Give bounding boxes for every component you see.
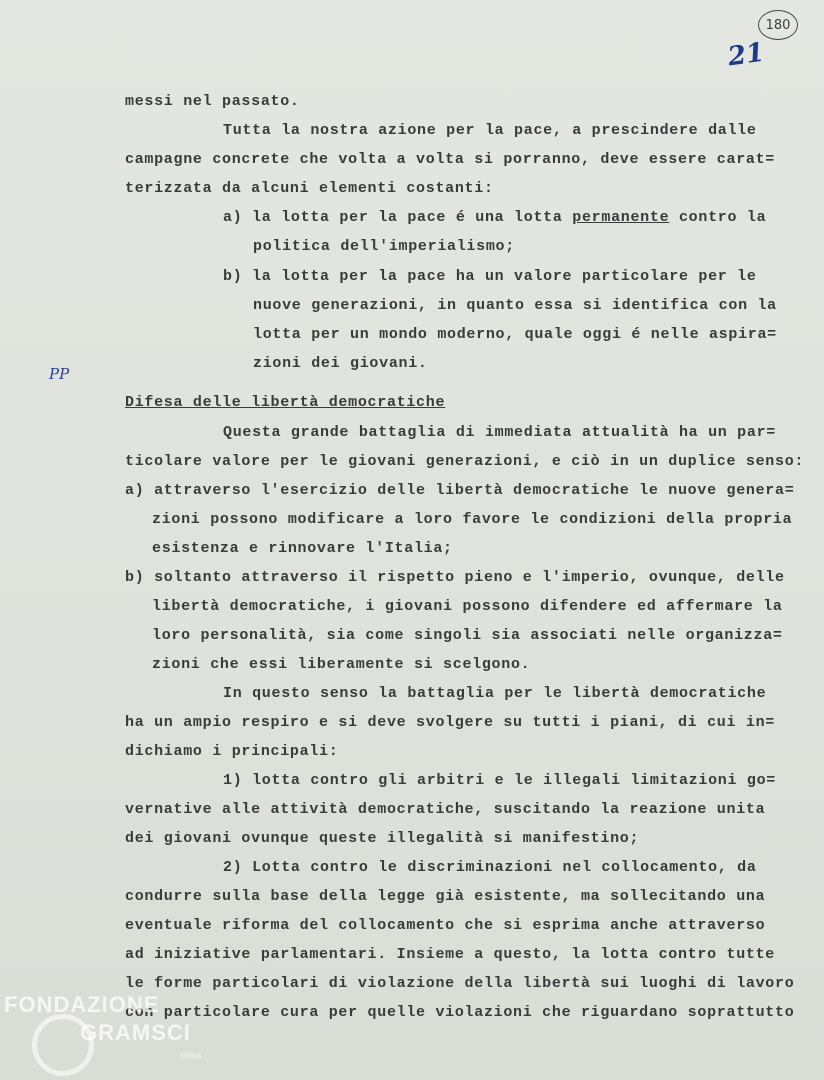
- text-line: b) soltanto attraverso il rispetto pieno e l'imperio, ovunque, delle: [125, 569, 785, 586]
- text-line: condurre sulla base della legge già esistente, ma sollecitando una: [125, 888, 766, 905]
- text-line: libertà democratiche, i giovani possono difendere ed affermare la: [152, 598, 783, 615]
- watermark-line3: onlus: [180, 1050, 202, 1060]
- text-run: a) la lotta per la pace é una lotta: [223, 209, 573, 226]
- underlined-word: permanente: [572, 209, 670, 226]
- text-line: terizzata da alcuni elementi costanti:: [125, 180, 494, 197]
- text-line: campagne concrete che volta a volta si porranno, deve essere carat=: [125, 151, 775, 168]
- text-line: Questa grande battaglia di immediata attualità ha un par=: [223, 424, 776, 441]
- archive-watermark: [4, 990, 224, 1070]
- text-line: b) la lotta per la pace ha un valore particolare per le: [223, 268, 757, 285]
- section-heading: Difesa delle libertà democratiche: [125, 394, 446, 411]
- text-line: Tutta la nostra azione per la pace, a prescindere dalle: [223, 122, 757, 139]
- text-line: nuove generazioni, in quanto essa si identifica con la: [253, 297, 777, 314]
- text-line: esistenza e rinnovare l'Italia;: [152, 540, 453, 557]
- folio-number: 180: [765, 17, 791, 33]
- text-line: vernative alle attività democratiche, suscitando la reazione unita: [125, 801, 766, 818]
- text-line: ticolare valore per le giovani generazioni, e ciò in un duplice senso:: [125, 453, 805, 470]
- text-line: le forme particolari di violazione della libertà sui luoghi di lavoro: [125, 975, 795, 992]
- text-line: In questo senso la battaglia per le libertà democratiche: [223, 685, 767, 702]
- text-line: zioni possono modificare a loro favore le condizioni della propria: [152, 511, 793, 528]
- text-line: 2) Lotta contro le discriminazioni nel collocamento, da: [223, 859, 757, 876]
- text-line: politica dell'imperialismo;: [253, 238, 515, 255]
- margin-annotation: PP: [49, 365, 70, 383]
- text-line: a) attraverso l'esercizio delle libertà democratiche le nuove genera=: [125, 482, 795, 499]
- text-line: lotta per un mondo moderno, quale oggi é nelle aspira=: [253, 326, 777, 343]
- text-run: contro la: [669, 209, 767, 226]
- text-line: dichiamo i principali:: [125, 743, 339, 760]
- text-line: messi nel passato.: [125, 93, 300, 110]
- text-line: ad iniziative parlamentari. Insieme a questo, la lotta contro tutte: [125, 946, 775, 963]
- text-line: loro personalità, sia come singoli sia associati nelle organizza=: [152, 627, 783, 644]
- text-line: ha un ampio respiro e si deve svolgere su tutti i piani, di cui in=: [125, 714, 775, 731]
- text-line: con particolare cura per quelle violazioni che riguardano soprattutto: [125, 1004, 795, 1021]
- text-line: [223, 209, 766, 227]
- text-line: zioni che essi liberamente si scelgono.: [152, 656, 531, 673]
- handwritten-page-number: 21: [726, 37, 767, 73]
- text-line: dei giovani ovunque queste illegalità si manifestino;: [125, 830, 640, 847]
- watermark-line1: FONDAZIONE: [4, 992, 160, 1017]
- watermark-line2: GRAMSCI: [80, 1020, 191, 1045]
- folio-stamp: [758, 10, 798, 40]
- text-line: 1) lotta contro gli arbitri e le illegali limitazioni go=: [223, 772, 776, 789]
- text-line: eventuale riforma del collocamento che si esprima anche attraverso: [125, 917, 766, 934]
- text-line: zioni dei giovani.: [253, 355, 428, 372]
